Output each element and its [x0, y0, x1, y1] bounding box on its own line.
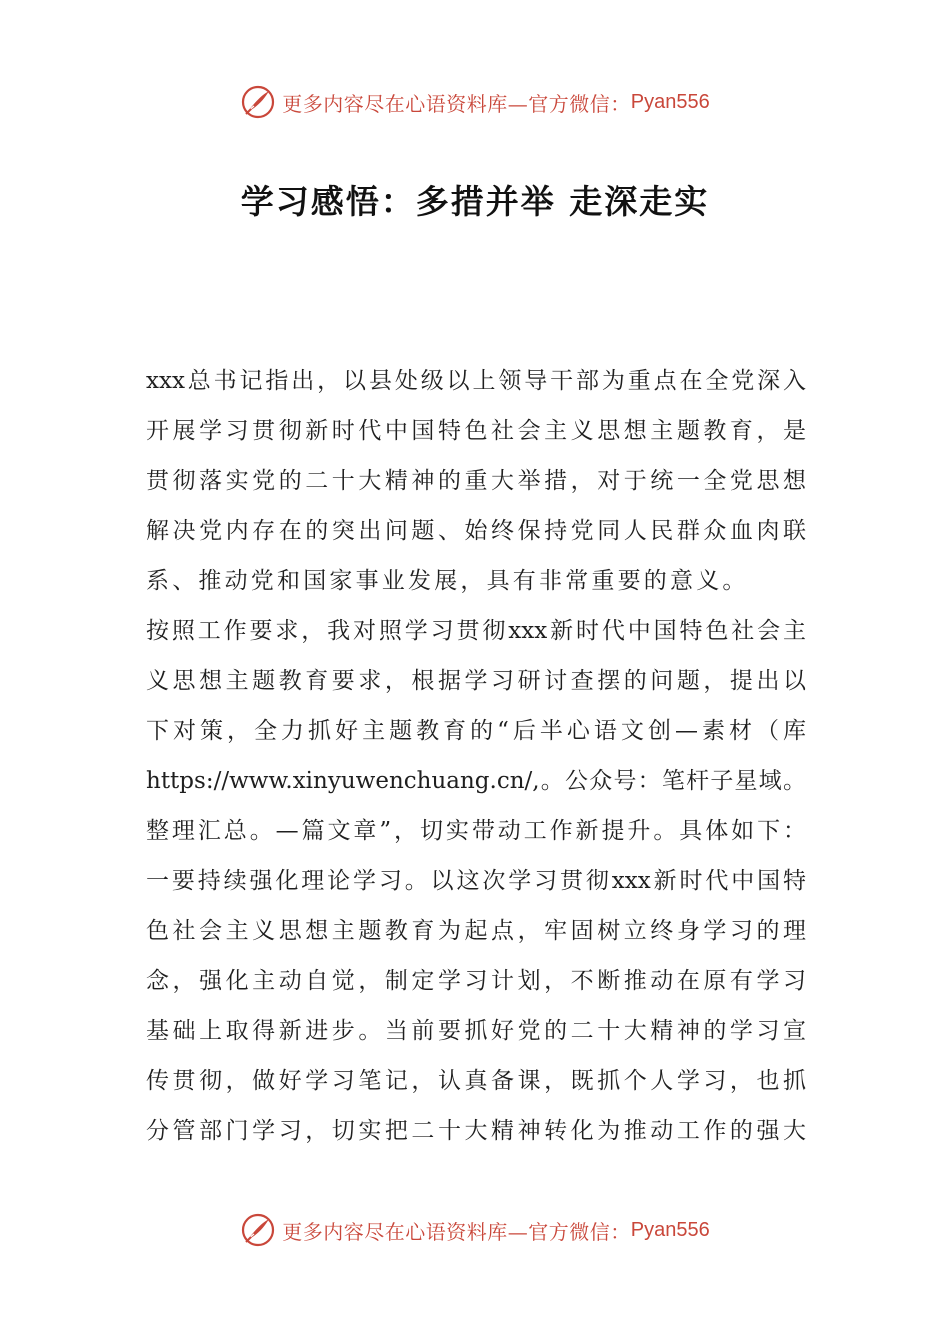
- banner-text: 更多内容尽在心语资料库—官方微信：: [282, 1219, 631, 1244]
- body-line: 色社会主义思想主题教育为起点，牢固树立终身学习的理: [146, 918, 806, 944]
- body-line: 分管部门学习，切实把二十大精神转化为推动工作的强大: [146, 1118, 806, 1144]
- header-watermark-banner: [0, 82, 950, 122]
- body-line: xxx总书记指出，以县处级以上领导干部为重点在全党深入: [146, 368, 806, 394]
- body-line: https://www.xinyuwenchuang.cn/,。公众号：笔杆子星域。: [146, 768, 806, 794]
- body-line: 开展学习贯彻新时代中国特色社会主义思想主题教育，是: [146, 418, 806, 444]
- body-line: 下对策，全力抓好主题教育的“后半心语文创—素材（库: [146, 718, 806, 744]
- feather-pen-logo-icon: [240, 84, 276, 120]
- body-line: 解决党内存在的突出问题、始终保持党同人民群众血肉联: [146, 518, 806, 544]
- body-line: 贯彻落实党的二十大精神的重大举措，对于统一全党思想: [146, 468, 806, 494]
- body-line: 基础上取得新进步。当前要抓好党的二十大精神的学习宣: [146, 1018, 806, 1044]
- body-line: 义思想主题教育要求，根据学习研讨查摆的问题，提出以: [146, 668, 806, 694]
- body-line: 一要持续强化理论学习。以这次学习贯彻xxx新时代中国特: [146, 868, 806, 894]
- feather-pen-logo-icon: [240, 1212, 276, 1248]
- body-line: 传贯彻，做好学习笔记，认真备课，既抓个人学习，也抓: [146, 1068, 806, 1094]
- document-body: [146, 356, 806, 1156]
- banner-wechat-id: Pyan556: [630, 90, 710, 113]
- footer-watermark-banner: [0, 1210, 950, 1250]
- body-line: 按照工作要求，我对照学习贯彻xxx新时代中国特色社会主: [146, 618, 806, 644]
- body-line: 念，强化主动自觉，制定学习计划，不断推动在原有学习: [146, 968, 806, 994]
- body-line: 系、推动党和国家事业发展，具有非常重要的意义。: [146, 568, 749, 594]
- banner-text: 更多内容尽在心语资料库—官方微信：: [282, 91, 631, 116]
- body-line: 整理汇总。—篇文章”，切实带动工作新提升。具体如下：: [146, 818, 806, 844]
- document-title: 学习感悟：多措并举 走深走实: [240, 182, 710, 221]
- banner-wechat-id: Pyan556: [630, 1218, 710, 1241]
